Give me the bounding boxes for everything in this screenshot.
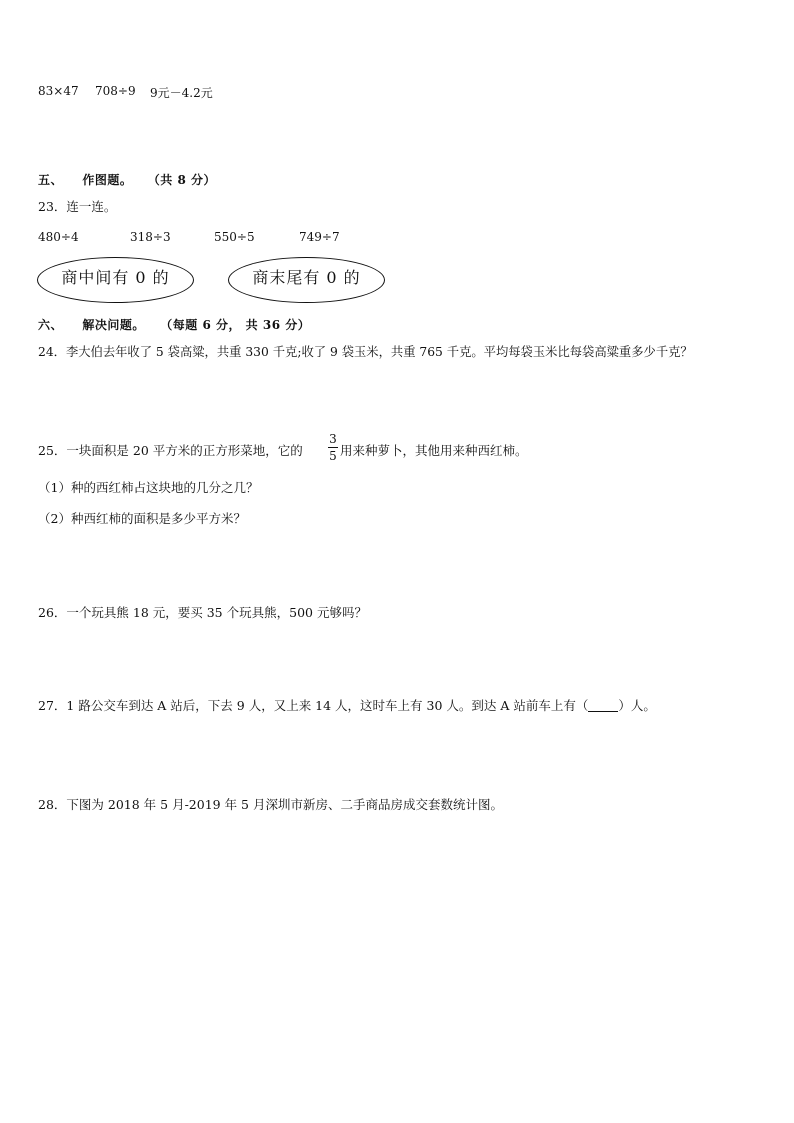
question-24: 24．李大伯去年收了 5 袋高粱，共重 330 千克;收了 9 袋玉米，共重 765 千克。平均每袋玉米比每袋高粱重多少千克？ [38,345,693,359]
question-25-sub-2: （2）种西红柿的面积是多少平方米？ [38,511,246,526]
ellipse-left-label: 商中间有 0 的 [61,267,170,287]
section-number: 六、 [38,318,64,332]
question-28: 28．下图为 2018 年 5 月-2019 年 5 月深圳市新房、二手商品房成交套数统计图。 [38,797,503,812]
q23-expression-2: 318÷3 [130,230,171,244]
section-6-header [38,317,310,333]
question-27-before: 27．1 路公交车到达 A 站后，下去 9 人，又上来 14 人，这时车上有 30 人。到达 A 站前车上有（ [38,698,589,713]
fraction-bar [328,447,338,448]
section-title: 解决问题。 [82,318,145,332]
expression-3: 9元－4.2元 [150,86,213,100]
section-title: 作图题。 [82,173,133,187]
question-25-before: 25．一块面积是 20 平方米的正方形菜地，它的 [38,443,303,458]
question-26: 26．一个玩具熊 18 元，要买 35 个玩具熊，500 元够吗？ [38,605,367,620]
answer-blank[interactable] [588,699,618,712]
question-27 [38,698,656,714]
expression-2: 708÷9 [95,84,136,98]
question-25-sub-1: （1）种的西红柿占这块地的几分之几？ [38,480,259,495]
section-number: 五、 [38,173,64,187]
question-27-after: ）人。 [618,698,656,713]
fraction-numerator: 3 [329,432,337,446]
q23-expression-1: 480÷4 [38,230,79,244]
ellipse-quotient-middle-zero[interactable] [37,257,194,303]
section-5-header [38,172,216,188]
fraction-denominator: 5 [329,449,337,463]
fraction-three-fifths [328,432,338,463]
q23-expression-3: 550÷5 [214,230,255,244]
ellipse-quotient-end-zero[interactable] [228,257,385,303]
expression-1: 83×47 [38,84,79,98]
section-score: （每题 6 分， 共 36 分） [160,318,311,332]
question-23-prompt: 23．连一连。 [38,199,117,214]
ellipse-right-label: 商末尾有 0 的 [252,267,361,287]
q23-expression-4: 749÷7 [299,230,340,244]
question-25-after: 用来种萝卜，其他用来种西红柿。 [340,443,528,458]
section-score: （共 8 分） [147,173,216,187]
